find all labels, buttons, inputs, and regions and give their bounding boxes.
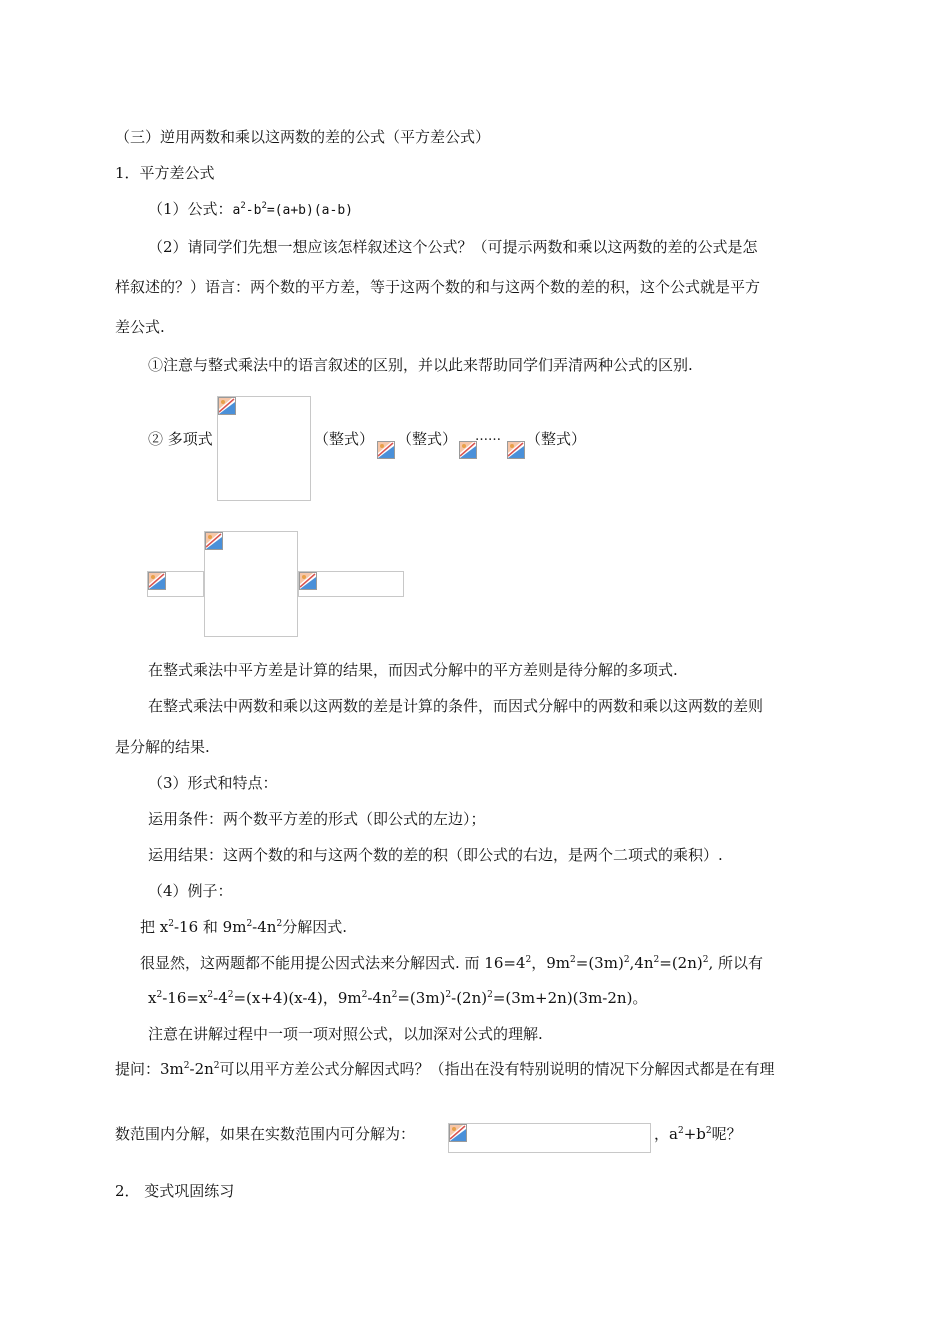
integral-expr-2: （整式） bbox=[397, 430, 458, 448]
compare-2-line-2: 是分解的结果. bbox=[115, 738, 210, 756]
note-1: ①注意与整式乘法中的语言叙述的区别，并以此来帮助同学们弄清两种公式的区别. bbox=[148, 356, 693, 374]
paragraph-3: （3）形式和特点： bbox=[148, 774, 278, 792]
solution-line: $x^2-16=x^2-4^2=(x+4)(x-4)$，$9m^2-4n^2=(3m)^2-(2n)^2=(3m+2n)(3m-2n)$。 bbox=[148, 989, 648, 1007]
paragraph-2-line-3: 差公式. bbox=[115, 318, 165, 336]
compare-1: 在整式乘法中平方差是计算的结果，而因式分解中的平方差则是待分解的多项式. bbox=[148, 661, 678, 679]
compare-2-line-1: 在整式乘法中两数和乘以这两数的差是计算的条件，而因式分解中的两数和乘以这两数的差则 bbox=[148, 697, 764, 715]
example-statement: 把 $x^2-16$ 和 $9m^2-4n^2$分解因式. bbox=[140, 918, 347, 936]
section-heading: （三）逆用两数和乘以这两数的差的公式（平方差公式） bbox=[115, 128, 491, 146]
broken-image-icon bbox=[299, 572, 317, 590]
paragraph-2-line-1: （2）请同学们先想一想应该怎样叙述这个公式？（可提示两数和乘以这两数的差的公式是怎 bbox=[148, 238, 758, 256]
question-line-2-lead: 数范围内分解，如果在实数范围内可分解为： bbox=[115, 1125, 416, 1143]
formula-label: （1）公式： bbox=[148, 200, 233, 218]
integral-expr-1: （整式） bbox=[314, 430, 375, 448]
broken-image-icon bbox=[377, 441, 395, 459]
broken-image-icon bbox=[148, 572, 166, 590]
formula: $a^2-b^2=(a+b)(a-b)$ bbox=[232, 201, 353, 218]
image-frame-factored bbox=[448, 1123, 651, 1153]
broken-image-icon bbox=[449, 1124, 467, 1142]
integral-expr-3: （整式） bbox=[526, 430, 587, 448]
usage-result: 运用结果：这两个数的和与这两个数的差的积（即公式的右边，是两个二项式的乘积）. bbox=[148, 846, 723, 864]
attention-line: 注意在讲解过程中一项一项对照公式，以加深对公式的理解. bbox=[148, 1025, 543, 1043]
question-line-1: 提问：$3m^2-2n^2$可以用平方差公式分解因式吗？（指出在没有特别说明的情况下分解因式都是在有理 bbox=[115, 1060, 775, 1078]
usage-condition: 运用条件：两个数平方差的形式（即公式的左边）； bbox=[148, 810, 486, 828]
formula-line bbox=[148, 199, 353, 221]
note-2-label: ② 多项式 bbox=[148, 430, 213, 448]
broken-image-icon bbox=[218, 397, 236, 415]
paragraph-2-line-2: 样叙述的？）语言：两个数的平方差，等于这两个数的和与这两个数的差的积，这个公式就是平方 bbox=[115, 278, 761, 296]
question-line-2-tail: ，$a^2+b^2$呢？ bbox=[654, 1125, 742, 1143]
broken-image-icon bbox=[205, 532, 223, 550]
item-2-heading: 2． 变式巩固练习 bbox=[115, 1182, 235, 1200]
paragraph-4: （4）例子： bbox=[148, 882, 233, 900]
broken-image-icon bbox=[507, 441, 525, 459]
ellipsis: …… bbox=[475, 429, 501, 444]
obvious-line: 很显然，这两题都不能用提公因式法来分解因式. 而 $16=4^2$，$9m^2=(3m)^2,4n^2=(2n)^2$, 所以有 bbox=[140, 954, 764, 972]
item-1-heading: 1．平方差公式 bbox=[115, 164, 215, 182]
